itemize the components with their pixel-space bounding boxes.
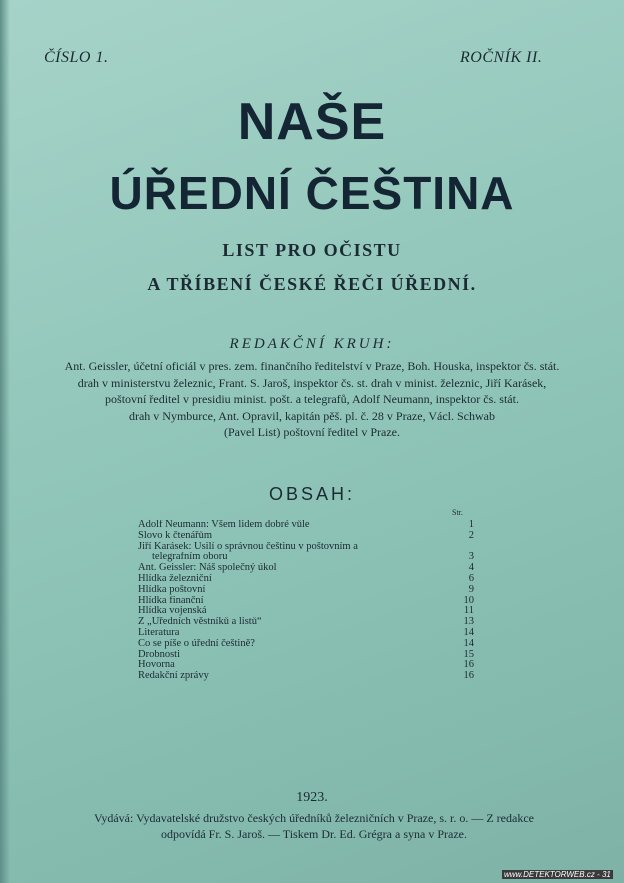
toc-page: 2 <box>468 529 474 541</box>
toc-title: Hlídka vojenská <box>138 606 207 617</box>
toc-title: Redakční zprávy <box>138 671 209 682</box>
toc-title: Z „Úředních věstníků a listů“ <box>138 617 262 628</box>
toc-item <box>138 606 474 617</box>
editorial-board <box>32 358 592 441</box>
toc-title: Drobnosti <box>138 649 180 660</box>
toc-page: 11 <box>463 605 474 617</box>
publisher-line: odpovídá Fr. S. Jaroš. — Tiskem Dr. Ed. Grégra a syna v Praze. <box>161 827 467 841</box>
toc-page: 3 <box>468 551 474 563</box>
board-line: drah v Nymburce, Ant. Opravil, kapitán pěš. pl. č. 28 v Praze, Václ. Schwab <box>128 408 496 423</box>
board-line: poštovní ředitel v presidiu minist. pošt. a telegrafů, Adolf Neumann, inspektor čs. stát. <box>105 392 519 406</box>
toc-item <box>138 639 474 650</box>
toc-page: 10 <box>463 594 474 606</box>
toc-title: Hlídka finanční <box>138 595 204 606</box>
toc-item <box>138 542 474 553</box>
toc-item <box>138 574 474 585</box>
toc-title: Literatura <box>138 627 180 638</box>
toc-page: 16 <box>463 670 474 682</box>
toc-title: Slovo k čtenářům <box>138 530 213 541</box>
publisher-line: Vydává: Vydavatelské družstvo českých úředníků železničních v Praze, s. r. o. — Z redakce <box>94 811 534 825</box>
toc-title: Adolf Neumann: Všem lidem dobré vůle <box>138 520 310 530</box>
toc-item <box>138 671 474 682</box>
toc-title: Jiří Karásek: Úsilí o správnou češtinu v poštovním a <box>138 541 358 552</box>
toc-page: 6 <box>468 572 474 584</box>
toc-item <box>138 552 474 563</box>
toc-page: 1 <box>468 519 474 530</box>
toc-title: Co se píše o úřední češtině? <box>138 638 255 649</box>
toc-page: 14 <box>463 637 474 649</box>
volume-number: ROČNÍK II. <box>460 49 543 66</box>
toc-item <box>138 660 474 671</box>
title-line-1: NAŠE <box>237 93 387 151</box>
toc-page: 13 <box>463 616 474 628</box>
toc-item <box>138 531 474 542</box>
toc-title: Hlídka železniční <box>138 573 212 584</box>
subtitle-line-1: LIST PRO OČISTU <box>222 240 402 260</box>
table-of-contents <box>138 520 474 682</box>
watermark: www.DETEKTORWEB.cz - 31 <box>504 870 611 879</box>
contents-heading: OBSAH: <box>268 484 356 504</box>
toc-title: Hovorna <box>138 660 175 671</box>
toc-item <box>138 617 474 628</box>
toc-item <box>138 596 474 607</box>
issue-number: ČÍSLO 1. <box>44 49 109 66</box>
board-line: Ant. Geissler, účetní oficiál v pres. zem. finančního ředitelství v Praze, Boh. Houska, inspektor čs. stát. <box>64 359 560 373</box>
title-line-2: ÚŘEDNÍ ČEŠTINA <box>109 167 515 219</box>
toc-item <box>138 650 474 661</box>
toc-page: 16 <box>463 659 474 671</box>
toc-page: 9 <box>468 583 474 595</box>
toc-page: 15 <box>463 648 474 660</box>
publisher-info <box>34 810 594 842</box>
board-line: (Pavel List) poštovní ředitel v Praze. <box>224 425 400 439</box>
subtitle-line-2: A TŘÍBENÍ ČESKÉ ŘEČI ÚŘEDNÍ. <box>147 274 477 294</box>
toc-item <box>138 520 474 531</box>
toc-item <box>138 563 474 574</box>
toc-title: Hlídka poštovní <box>138 584 206 595</box>
board-line: drah v ministerstvu železnic, Frant. S. Jaroš, inspektor čs. st. drah v minist. železnic, Jiří Karásek, <box>77 375 547 390</box>
toc-title: Ant. Geissler: Náš společný úkol <box>138 563 277 574</box>
editorial-board-heading: REDAKČNÍ KRUH: <box>229 336 395 352</box>
page-column-label: Str. <box>452 508 463 517</box>
toc-item <box>138 628 474 639</box>
toc-page: 4 <box>468 562 474 574</box>
publication-year: 1923. <box>296 790 328 805</box>
toc-page: 14 <box>463 626 474 638</box>
toc-title: telegrafním oboru <box>152 552 228 563</box>
toc-item <box>138 585 474 596</box>
